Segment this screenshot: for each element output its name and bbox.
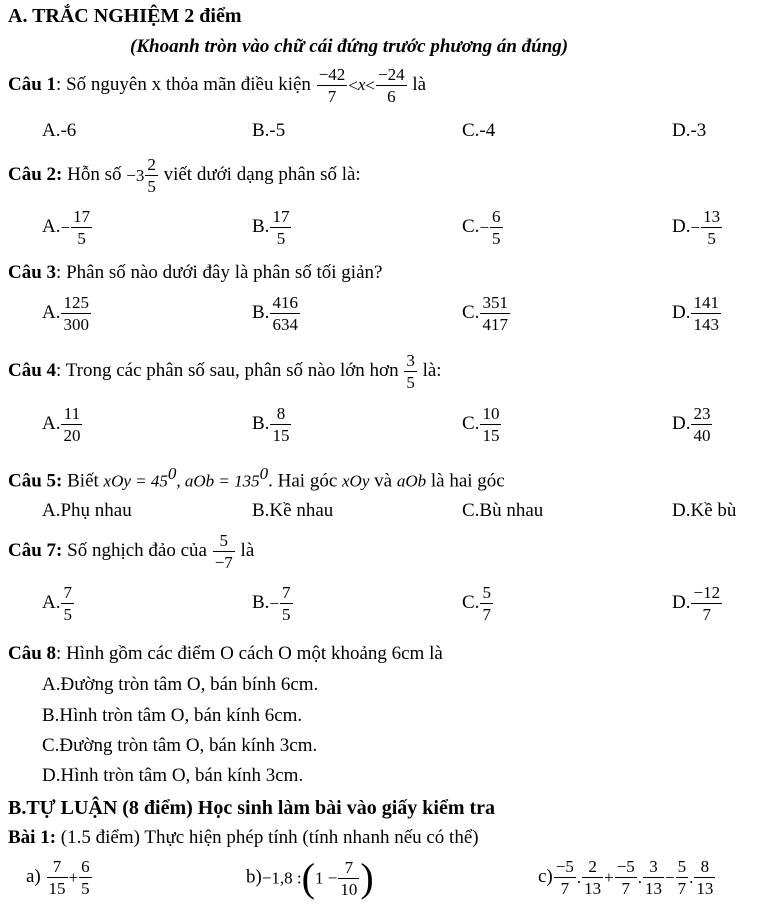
- question-2: [8, 156, 361, 195]
- fraction: [554, 858, 576, 897]
- question-label: Câu 8: [8, 643, 57, 664]
- exercise-1c: [538, 858, 716, 897]
- option-b[interactable]: B.Kề nhau: [252, 500, 334, 521]
- fraction: [71, 208, 92, 247]
- fraction: [676, 858, 689, 897]
- question-tail: viết dưới dạng phân số là:: [163, 163, 361, 185]
- fraction: [270, 294, 300, 333]
- numerator: 10: [482, 404, 500, 423]
- option-d[interactable]: [672, 294, 722, 333]
- numerator: 2: [582, 858, 603, 878]
- numerator: 5: [213, 532, 235, 552]
- fraction: [582, 858, 603, 897]
- question-text: : Phân số nào dưới đây là phân số tối giản?: [56, 262, 383, 283]
- question-label: Câu 2:: [8, 163, 63, 185]
- angle-xoy-expr: xOy = 45: [103, 471, 168, 491]
- question-5: [8, 465, 505, 490]
- option-letter: C.: [462, 301, 480, 323]
- option-c[interactable]: [462, 584, 494, 623]
- denominator: 7: [621, 879, 630, 898]
- comma: ,: [176, 471, 185, 491]
- option-letter: B.: [252, 412, 270, 434]
- plus: +: [604, 868, 614, 887]
- numerator: 351: [482, 293, 508, 312]
- numerator: 17: [272, 207, 290, 226]
- minus: −: [665, 868, 675, 887]
- open-paren: (: [301, 855, 315, 900]
- denominator: 15: [48, 879, 66, 898]
- option-a[interactable]: [42, 294, 92, 333]
- angle-aob: aOb: [396, 471, 427, 491]
- sign: −: [690, 218, 701, 237]
- fraction: [61, 405, 82, 444]
- option-a[interactable]: A.Đường tròn tâm O, bán bính 6cm.: [42, 674, 319, 695]
- option-d[interactable]: D.Hình tròn tâm O, bán kính 3cm.: [42, 765, 304, 786]
- variable-x: x: [357, 74, 366, 94]
- denominator: 5: [81, 879, 90, 898]
- denominator: 417: [482, 315, 508, 334]
- question-text: : Hình gồm các điểm O cách O một khoảng 6cm là: [56, 643, 443, 664]
- fraction: [145, 156, 158, 195]
- numerator: 13: [703, 207, 721, 226]
- fraction: [270, 405, 291, 444]
- numerator: 6: [492, 207, 501, 226]
- option-b[interactable]: [252, 405, 292, 444]
- denominator: 6: [387, 87, 396, 106]
- numerator: 5: [482, 583, 491, 602]
- exercise-label: Bài 1:: [8, 827, 57, 848]
- numerator: 8: [694, 858, 715, 878]
- question-text: Biết: [62, 470, 99, 492]
- option-b[interactable]: [252, 208, 292, 247]
- option-a[interactable]: A.-6: [42, 120, 77, 141]
- option-c[interactable]: C.-4: [462, 120, 496, 141]
- denominator: 300: [63, 315, 89, 334]
- degree-mark: 0: [259, 464, 269, 483]
- option-c[interactable]: C.Bù nhau: [462, 500, 544, 521]
- option-c[interactable]: [462, 294, 511, 333]
- option-letter: C.: [462, 412, 480, 434]
- numerator: 17: [73, 207, 91, 226]
- option-d[interactable]: [672, 584, 723, 623]
- question-tail: là: [412, 73, 427, 95]
- denominator: 5: [276, 229, 286, 248]
- option-c[interactable]: [462, 208, 504, 247]
- dot: .: [689, 868, 694, 887]
- exercise-text: (1.5 điểm) Thực hiện phép tính (tính nhanh nếu có thể): [56, 827, 479, 848]
- option-letter: B.: [252, 591, 270, 613]
- question-tail: là: [240, 539, 255, 561]
- less-than: <: [365, 76, 376, 95]
- numerator: 3: [406, 351, 415, 370]
- option-b[interactable]: B.-5: [252, 120, 286, 141]
- numerator: −12: [693, 583, 721, 602]
- denominator: 7: [702, 605, 712, 624]
- numerator: 7: [338, 859, 359, 879]
- option-c[interactable]: C.Đường tròn tâm O, bán kính 3cm.: [42, 735, 318, 756]
- denominator: 20: [63, 426, 81, 445]
- denominator: 10: [340, 879, 358, 899]
- denominator: 5: [492, 229, 501, 248]
- question-label: Câu 3: [8, 262, 57, 283]
- part-label: b): [246, 866, 262, 888]
- denominator: 15: [272, 426, 290, 445]
- expression: 1 −: [314, 868, 338, 888]
- fraction: [47, 858, 68, 897]
- question-label: Câu 4: [8, 359, 57, 381]
- numerator: −5: [555, 857, 574, 876]
- numerator: 7: [282, 583, 291, 602]
- fraction: [691, 294, 721, 333]
- fraction: [480, 405, 501, 444]
- fraction: [643, 858, 664, 897]
- denominator: 7: [327, 87, 337, 106]
- option-b[interactable]: [252, 584, 294, 623]
- numerator: 2: [147, 155, 156, 174]
- fraction: [338, 859, 359, 898]
- fraction: [480, 584, 493, 623]
- option-b[interactable]: B.Hình tròn tâm O, bán kính 6cm.: [42, 705, 303, 726]
- option-letter: D.: [672, 412, 691, 434]
- denominator: 7: [560, 879, 570, 898]
- option-letter: D.: [672, 301, 691, 323]
- numerator: 6: [81, 857, 90, 876]
- angle-xoy: xOy: [342, 471, 370, 491]
- option-letter: A.: [42, 215, 61, 237]
- sign: −: [479, 218, 490, 237]
- denominator: 5: [63, 605, 72, 624]
- numerator: 23: [693, 404, 711, 423]
- exercise-1b: [246, 855, 374, 900]
- denominator: 15: [482, 426, 500, 445]
- dot: .: [637, 868, 643, 887]
- option-a[interactable]: A.Phụ nhau: [42, 500, 132, 521]
- sign: −: [269, 594, 280, 613]
- expression: −1,8 :: [261, 868, 302, 888]
- denominator: 40: [693, 426, 711, 445]
- section-a-title: A. TRẮC NGHIỆM 2 điểm: [8, 5, 242, 27]
- fraction: [404, 352, 417, 391]
- section-b-title: B.TỰ LUẬN (8 điểm) Học sinh làm bài vào giấy kiểm tra: [8, 797, 496, 819]
- fraction: [270, 208, 291, 247]
- fraction: [317, 66, 348, 105]
- option-d[interactable]: D.-3: [672, 120, 707, 141]
- option-letter: A.: [42, 301, 61, 323]
- fraction: [280, 584, 293, 623]
- denominator: 5: [147, 177, 156, 196]
- denominator: 13: [645, 879, 663, 898]
- fraction: [480, 294, 510, 333]
- denominator: 7: [677, 879, 687, 898]
- numerator: 7: [63, 583, 72, 602]
- exercise-1: [8, 828, 479, 847]
- option-d[interactable]: [672, 208, 723, 247]
- question-mid: . Hai góc: [268, 470, 338, 492]
- fraction: [490, 208, 503, 247]
- denominator: 143: [693, 315, 719, 334]
- option-d[interactable]: D.Kề bù: [672, 500, 737, 521]
- fraction: [691, 405, 712, 444]
- option-letter: D.: [672, 591, 691, 613]
- fraction: [213, 532, 235, 571]
- numerator: 416: [272, 293, 298, 312]
- less-than: <: [348, 76, 358, 95]
- dot: .: [576, 868, 582, 887]
- denominator: 5: [282, 605, 291, 624]
- close-paren: ): [360, 855, 374, 900]
- exercise-1a: [26, 858, 93, 897]
- option-letter: D.: [672, 215, 691, 237]
- option-d[interactable]: [672, 405, 713, 444]
- denominator: 5: [707, 229, 716, 248]
- denominator: 5: [406, 373, 415, 392]
- option-letter: B.: [252, 215, 270, 237]
- section-a-instruction: (Khoanh tròn vào chữ cái đứng trước phương án đúng): [130, 36, 569, 57]
- question-text: Số nghịch đảo của: [62, 539, 207, 561]
- numerator: −24: [378, 65, 405, 84]
- fraction: [61, 584, 74, 623]
- denominator: 634: [272, 315, 298, 334]
- question-label: Câu 7:: [8, 539, 63, 561]
- option-letter: A.: [42, 412, 61, 434]
- option-c[interactable]: [462, 405, 502, 444]
- option-a[interactable]: [42, 405, 83, 444]
- question-8: [8, 644, 443, 663]
- numerator: −5: [616, 857, 635, 876]
- denominator: 13: [696, 879, 714, 898]
- numerator: 141: [693, 293, 719, 312]
- fraction: [61, 294, 91, 333]
- fraction: [691, 584, 722, 623]
- question-1: [8, 66, 426, 105]
- question-label: Câu 5:: [8, 470, 63, 492]
- fraction: [694, 858, 715, 897]
- question-text: : Số nguyên x thỏa mãn điều kiện: [56, 73, 311, 95]
- question-3: [8, 263, 382, 282]
- question-tail: là:: [422, 359, 442, 381]
- option-letter: C.: [462, 591, 480, 613]
- sign: −: [60, 218, 71, 237]
- part-label: c): [538, 865, 553, 887]
- fraction: [701, 208, 722, 247]
- question-text: : Trong các phân số sau, phân số nào lớn hơn: [56, 359, 399, 381]
- question-label: Câu 1: [8, 73, 57, 95]
- numerator: 5: [677, 857, 687, 876]
- option-letter: C.: [462, 215, 480, 237]
- numerator: 8: [270, 405, 291, 425]
- part-label: a): [26, 865, 41, 887]
- denominator: 5: [77, 229, 86, 248]
- mixed-whole: −3: [126, 166, 145, 185]
- question-tail: là hai góc: [430, 470, 505, 492]
- numerator: 7: [47, 858, 68, 878]
- option-a[interactable]: [42, 208, 93, 247]
- denominator: −7: [214, 553, 233, 572]
- denominator: 13: [584, 879, 602, 898]
- question-7: [8, 532, 254, 571]
- option-letter: B.: [252, 301, 270, 323]
- angle-aob-expr: aOb = 135: [184, 471, 260, 491]
- question-4: [8, 352, 442, 391]
- numerator: 11: [61, 405, 82, 425]
- option-b[interactable]: [252, 294, 301, 333]
- fraction: [615, 858, 637, 897]
- degree-mark: 0: [167, 464, 177, 483]
- fraction: [376, 66, 407, 105]
- option-letter: A.: [42, 591, 61, 613]
- conjunction: và: [374, 470, 393, 492]
- option-a[interactable]: [42, 584, 75, 623]
- numerator: 3: [643, 858, 664, 878]
- denominator: 7: [482, 605, 491, 624]
- fraction: [79, 858, 92, 897]
- question-text: Hỗn số: [62, 163, 122, 185]
- numerator: 125: [63, 293, 89, 312]
- plus: +: [68, 868, 79, 887]
- numerator: −42: [318, 65, 346, 84]
